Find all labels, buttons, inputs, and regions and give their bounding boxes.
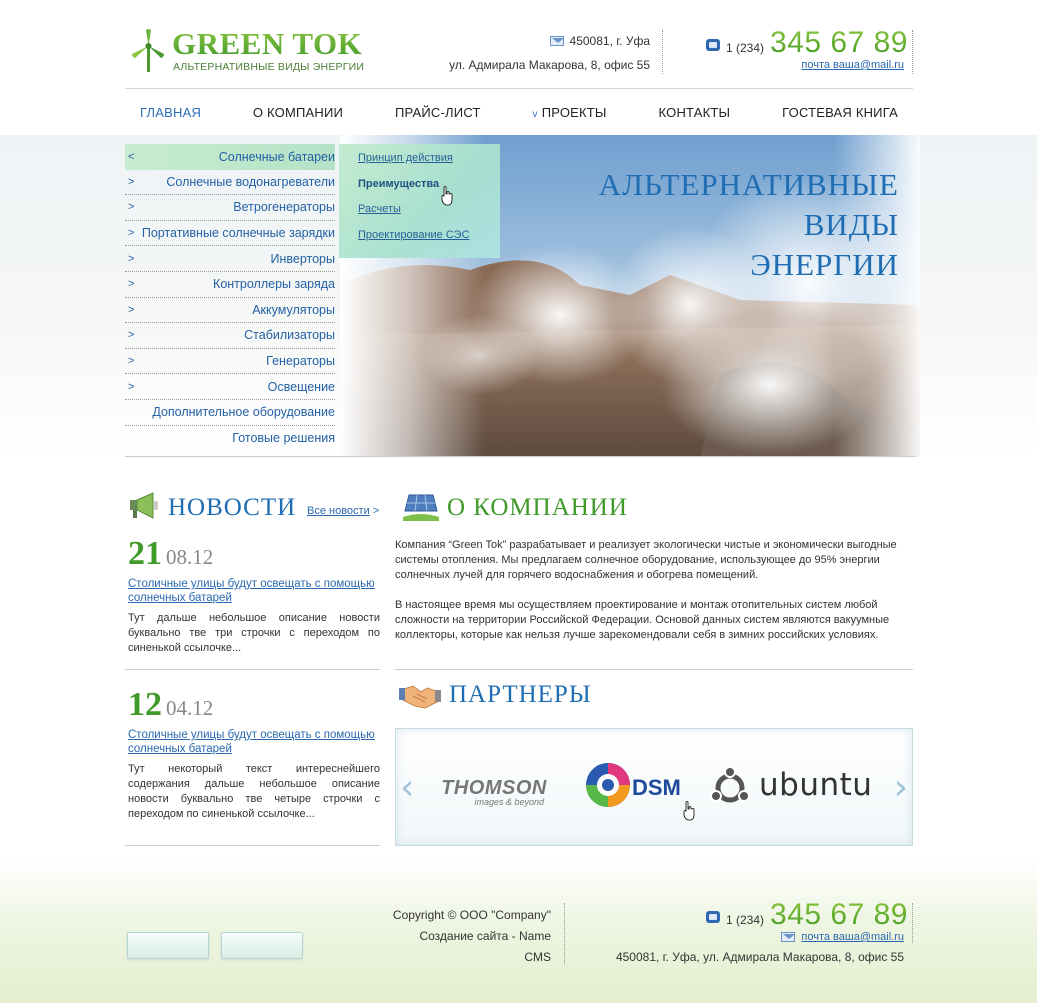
footer-counter-button[interactable] — [221, 932, 303, 959]
about-title: О КОМПАНИИ — [447, 494, 628, 521]
chevron-right-icon: > — [128, 355, 135, 368]
category-charge-controllers[interactable] — [125, 272, 335, 298]
category-label: Генераторы — [266, 354, 335, 369]
category-label: Инверторы — [270, 251, 335, 266]
category-inverters[interactable] — [125, 246, 335, 272]
ubuntu-logo-icon — [709, 767, 751, 809]
all-news-link[interactable] — [307, 505, 379, 517]
chevron-right-icon: > — [128, 252, 135, 265]
chevron-right-icon: > — [128, 380, 135, 393]
phone-icon — [706, 911, 720, 923]
wind-turbine-icon — [128, 28, 170, 72]
category-label: Стабилизаторы — [244, 328, 335, 343]
copyright-text: Copyright © ООО "Company" — [392, 908, 551, 922]
category-label: Контроллеры заряда — [213, 277, 335, 292]
category-wind-generators[interactable] — [125, 195, 335, 221]
category-stabilizers[interactable] — [125, 323, 335, 349]
nav-contacts[interactable]: КОНТАКТЫ — [658, 104, 731, 120]
hand-cursor-icon — [441, 186, 453, 206]
footer-copyright — [393, 905, 551, 968]
category-portable-chargers[interactable] — [125, 221, 335, 247]
nav-price-list[interactable]: ПРАЙС-ЛИСТ — [394, 104, 481, 120]
chevron-left-icon: < — [128, 150, 135, 163]
partners-title: ПАРТНЕРЫ — [449, 681, 592, 708]
phone-number: 345 67 89 — [770, 898, 908, 931]
partner-logo-dsm[interactable] — [584, 761, 694, 811]
category-menu — [125, 144, 335, 451]
category-solar-water-heaters[interactable] — [125, 170, 335, 196]
submenu-principle[interactable]: Принцип действия — [358, 152, 453, 164]
category-label: Аккумуляторы — [252, 302, 335, 317]
chevron-right-icon: > — [128, 175, 135, 188]
category-label: Солнечные батареи — [218, 149, 335, 164]
chevron-right-icon: > — [128, 303, 135, 316]
phone-icon — [706, 39, 720, 51]
main-nav — [125, 92, 913, 132]
nav-about[interactable]: О КОМПАНИИ — [252, 104, 344, 120]
cms-text: CMS — [524, 950, 551, 964]
news-month-day: 08.12 — [166, 545, 214, 569]
category-extra-equipment[interactable] — [125, 400, 335, 426]
header-phone — [706, 26, 908, 60]
news-excerpt: Тут дальше небольшое описание новости буквально тве три строчки с переходом по синенькой ссылочке... — [128, 612, 380, 654]
thomson-tagline: images & beyond — [474, 797, 544, 807]
category-label: Ветрогенераторы — [233, 200, 335, 215]
chevron-down-icon: v — [532, 108, 538, 120]
news-separator — [125, 669, 380, 670]
thomson-name: THOMSON — [441, 777, 547, 799]
news-item — [128, 686, 380, 822]
all-news-label: Все новости — [307, 505, 370, 517]
footer-phone — [706, 898, 908, 932]
category-label: Солнечные водонагреватели — [166, 174, 335, 189]
dsm-name: DSM — [632, 775, 681, 800]
megaphone-icon — [128, 491, 160, 521]
address-city: 450081, г. Уфа — [569, 34, 650, 48]
footer-email-link[interactable]: почта ваша@mail.ru — [801, 931, 904, 943]
logo-title: GREEN TOK — [172, 26, 363, 61]
category-ready-solutions[interactable] — [125, 426, 335, 452]
nav-top-line — [125, 88, 913, 89]
hero-title-line3: ЭНЕРГИИ — [750, 247, 899, 282]
chevron-right-icon: > — [372, 505, 380, 517]
envelope-icon — [550, 36, 564, 46]
submenu-ses-design[interactable]: Проектирование СЭС — [358, 228, 470, 241]
footer-counter-button[interactable] — [127, 932, 209, 959]
submenu-advantages[interactable]: Преимущества — [358, 177, 440, 190]
logo[interactable] — [128, 26, 368, 76]
chevron-right-icon: > — [128, 278, 135, 291]
news-date — [128, 686, 380, 724]
footer-divider — [564, 903, 565, 965]
about-paragraph: Компания “Green Tok” разрабатывает и реализует экологически чистые и экономически выгодные системы отопления. Мы предлагаем солнечное оборудование, использующее до 95% энергии солнечных лучей для горячего водоснабжения и обогрева помещений. — [395, 539, 897, 581]
ubuntu-name: ubuntu — [759, 767, 873, 803]
partners-carousel — [395, 728, 913, 846]
news-date — [128, 535, 380, 573]
envelope-icon — [781, 932, 795, 942]
category-batteries[interactable] — [125, 298, 335, 324]
category-submenu — [339, 144, 500, 258]
news-separator — [125, 845, 380, 846]
category-label: Готовые решения — [232, 431, 335, 446]
hero-divider — [125, 456, 915, 457]
header-email-link[interactable]: почта ваша@mail.ru — [801, 59, 904, 71]
handshake-icon — [399, 682, 441, 712]
header-address — [449, 34, 650, 72]
hero-title-line1: АЛЬТЕРНАТИВНЫЕ — [598, 167, 899, 202]
about-paragraph: В настоящее время мы осуществляем проектирование и монтаж отопительных систем любой сложности на территории Российской Федерации. Основой данных систем являются вакуумные коллекторы, которые как нельзя лучше зарекомендовали себя в зимних российских условиях. — [395, 599, 890, 641]
footer-email — [781, 931, 904, 943]
category-lighting[interactable] — [125, 374, 335, 400]
news-day: 12 — [128, 686, 162, 723]
news-headline-link[interactable]: Столичные улицы будут освещать с помощью солнечных батарей — [128, 729, 375, 755]
carousel-prev-icon[interactable]: ‹ — [400, 767, 415, 808]
footer-address: 450081, г. Уфа, ул. Адмирала Макарова, 8, офис 55 — [615, 950, 904, 964]
solar-panel-icon — [403, 491, 439, 521]
news-excerpt: Тут некоторый текст интереснейшего содержания дальше небольшое описание новости буквально тве четыре строчки с переходом по синенькой ссылочке... — [128, 763, 380, 820]
hero-title-line2: ВИДЫ — [803, 207, 899, 242]
address-street: ул. Адмирала Макарова, 8, офис 55 — [449, 58, 650, 72]
created-by-text: Создание сайта - Name — [419, 929, 551, 943]
news-month-day: 04.12 — [166, 696, 214, 720]
nav-projects[interactable] — [533, 105, 607, 120]
phone-number: 345 67 89 — [770, 26, 908, 59]
carousel-next-icon[interactable]: › — [893, 767, 908, 808]
nav-guestbook[interactable]: ГОСТЕВАЯ КНИГА — [782, 104, 898, 120]
submenu-calculations[interactable]: Расчеты — [358, 203, 401, 216]
about-separator — [395, 669, 913, 670]
category-label: Портативные солнечные зарядки — [141, 226, 335, 241]
hand-cursor-icon — [683, 801, 695, 821]
chevron-right-icon: > — [128, 227, 135, 240]
nav-home[interactable]: ГЛАВНАЯ — [140, 104, 202, 120]
chevron-right-icon: > — [128, 201, 135, 214]
news-title: НОВОСТИ — [168, 494, 297, 521]
footer-divider-right — [912, 903, 913, 943]
about-text — [395, 538, 913, 643]
dsm-logo-icon — [584, 761, 632, 809]
partner-logo-thomson[interactable] — [434, 777, 554, 807]
phone-code: 1 (234) — [726, 913, 765, 927]
news-item — [128, 535, 380, 656]
news-day: 21 — [128, 535, 162, 572]
header-divider-right — [912, 30, 913, 74]
hero-title — [599, 165, 899, 285]
category-label: Дополнительное оборудование — [152, 405, 335, 420]
chevron-right-icon: > — [128, 329, 135, 342]
category-generators[interactable] — [125, 349, 335, 375]
header-divider — [662, 30, 663, 74]
phone-code: 1 (234) — [726, 41, 765, 55]
category-label: Освещение — [267, 379, 335, 394]
logo-subtitle: АЛЬТЕРНАТИВНЫЕ ВИДЫ ЭНЕРГИИ — [173, 61, 365, 73]
nav-projects-label: ПРОЕКТЫ — [541, 104, 607, 120]
category-solar-panels[interactable] — [125, 144, 335, 170]
news-headline-link[interactable]: Столичные улицы будут освещать с помощью солнечных батарей — [128, 578, 375, 604]
